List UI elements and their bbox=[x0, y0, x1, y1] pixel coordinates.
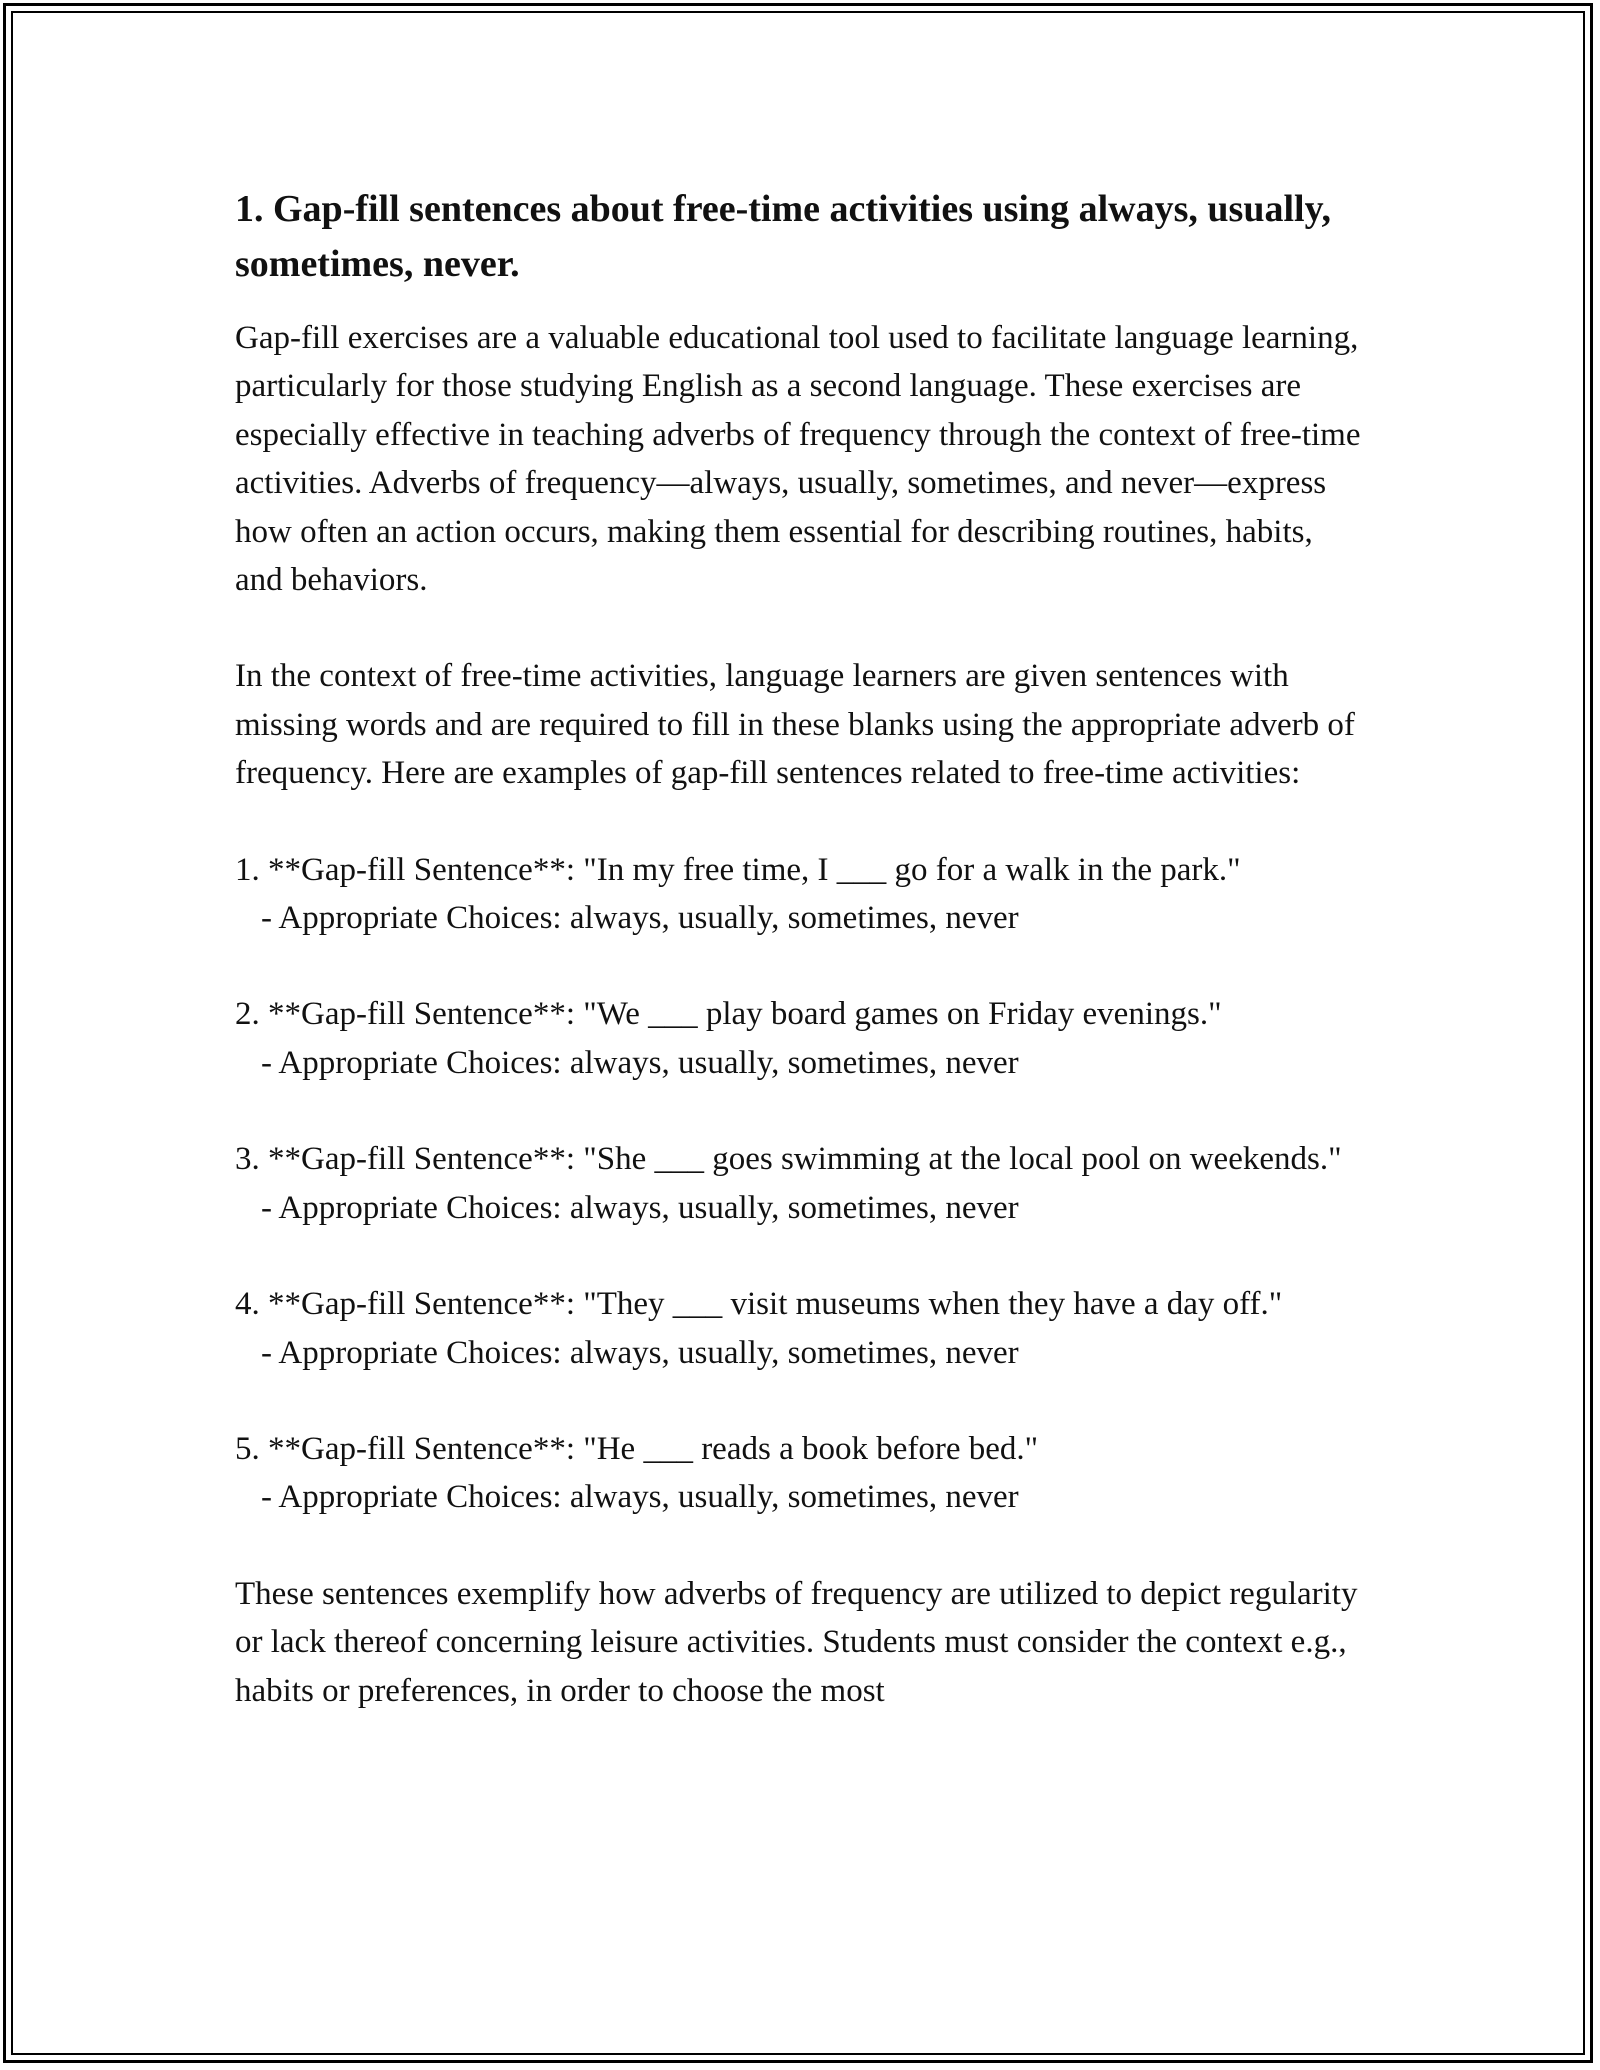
gap-fill-sentence: 1. **Gap-fill Sentence**: "In my free time, I ___ go for a walk in the park." bbox=[235, 851, 1241, 888]
intro-paragraph: Gap-fill exercises are a valuable educational tool used to facilitate language learning, particularly for those studying English as a second language. These exercises are especially effective in teaching adverbs of frequency through the context of free-time activities. Adverbs of frequency—always, usually, sometimes, and never—express how often an action occurs, making them essential for describing routines, habits, and behaviors. bbox=[235, 320, 1361, 599]
gap-fill-sentence: 2. **Gap-fill Sentence**: "We ___ play board games on Friday evenings." bbox=[235, 996, 1222, 1033]
appropriate-choices: - Appropriate Choices: always, usually, sometimes, never bbox=[261, 1479, 1019, 1516]
list-item bbox=[235, 1425, 1365, 1522]
appropriate-choices: - Appropriate Choices: always, usually, sometimes, never bbox=[261, 1044, 1019, 1081]
appropriate-choices: - Appropriate Choices: always, usually, sometimes, never bbox=[261, 1334, 1019, 1371]
gap-fill-sentence: 5. **Gap-fill Sentence**: "He ___ reads a book before bed." bbox=[235, 1430, 1039, 1467]
closing-paragraph: These sentences exemplify how adverbs of frequency are utilized to depict regularity or lack thereof concerning leisure activities. Students must consider the context e.g., habits or preferences, in order to choose the most bbox=[235, 1575, 1358, 1709]
gap-fill-sentence: 3. **Gap-fill Sentence**: "She ___ goes swimming at the local pool on weekends." bbox=[235, 1141, 1342, 1178]
list-item bbox=[235, 990, 1365, 1087]
list-item bbox=[235, 846, 1365, 943]
list-item bbox=[235, 1135, 1365, 1232]
section-heading: 1. Gap-fill sentences about free-time activities using always, usually, sometimes, never. bbox=[235, 188, 1331, 285]
list-item bbox=[235, 1280, 1365, 1377]
gap-fill-sentence: 4. **Gap-fill Sentence**: "They ___ visit museums when they have a day off." bbox=[235, 1286, 1283, 1323]
appropriate-choices: - Appropriate Choices: always, usually, sometimes, never bbox=[261, 900, 1019, 937]
document-body bbox=[235, 182, 1365, 1715]
appropriate-choices: - Appropriate Choices: always, usually, sometimes, never bbox=[261, 1189, 1019, 1226]
context-paragraph: In the context of free-time activities, language learners are given sentences with missing words and are required to fill in these blanks using the appropriate adverb of frequency. Here are examples of gap-fill sentences related to free-time activities: bbox=[235, 658, 1355, 792]
